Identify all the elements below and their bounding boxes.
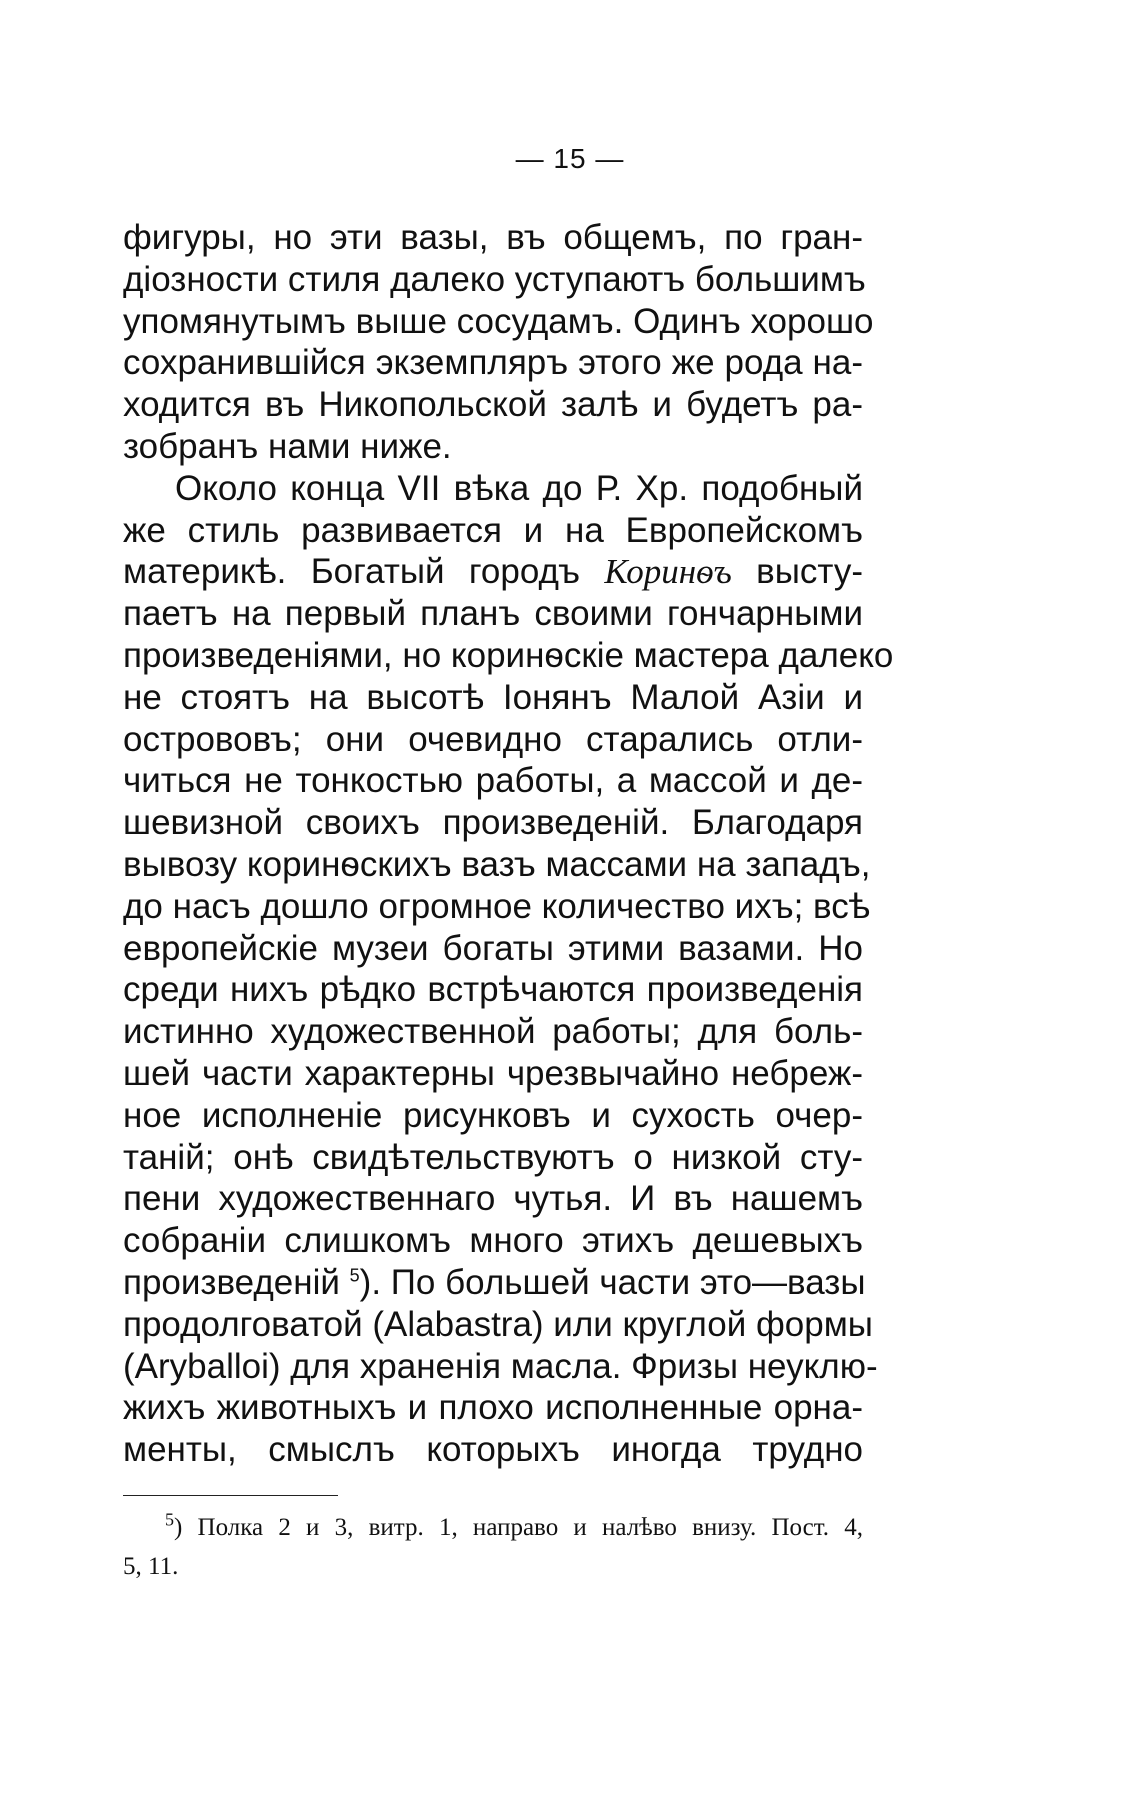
text-line: упомянутымъ выше сосудамъ. Одинъ хорошо: [123, 301, 874, 341]
text-line: истинно художественной работы; для боль-: [123, 1012, 863, 1052]
text-line: ное исполненіе рисунковъ и сухость очер-: [123, 1095, 863, 1135]
footnote-divider: [123, 1495, 338, 1496]
text-segment: ). По большей части это—вазы: [359, 1262, 866, 1302]
text-line: же стиль развивается и на Европейскомъ: [123, 510, 863, 550]
text-segment: произведеній: [123, 1262, 350, 1302]
text-line: діозности стиля далеко уступаютъ большимъ: [123, 259, 866, 299]
text-line: жихъ животныхъ и плохо исполненные орна-: [123, 1388, 863, 1428]
text-segment: материкѣ. Богатый городъ: [123, 552, 605, 592]
footnote-text: ) Полка 2 и 3, витр. 1, направо и налѣво внизу. Пост. 4,: [174, 1514, 863, 1541]
text-line: вывозу коринѳскихъ вазъ массами на западъ,: [123, 844, 871, 884]
text-line: (Aryballoi) для храненія масла. Фризы неуклю-: [123, 1346, 878, 1386]
text-line: ходится въ Никопольской залѣ и будетъ ра-: [123, 385, 863, 425]
text-line: [123, 551, 863, 593]
footnote-marker: 5: [165, 1509, 174, 1530]
page-number: — 15 —: [515, 143, 625, 174]
text-line: пени художественнаго чутья. И въ нашемъ: [123, 1179, 863, 1219]
text-line: европейскіе музеи богаты этими вазами. Но: [123, 928, 863, 968]
text-line: зобранъ нами ниже.: [123, 426, 452, 466]
text-line: [123, 1262, 866, 1304]
text-segment: высту-: [731, 552, 863, 592]
body-text: [123, 217, 894, 1471]
text-line: собраніи слишкомъ много этихъ дешевыхъ: [123, 1221, 863, 1261]
footnote-line: 5, 11.: [123, 1553, 179, 1580]
text-line: сохранившійся экземпляръ этого же рода на-: [123, 343, 863, 383]
text-line: острововъ; они очевидно старались отли-: [123, 719, 863, 759]
text-line: шевизной своихъ произведеній. Благодаря: [123, 803, 863, 843]
text-line: фигуры, но эти вазы, въ общемъ, по гран-: [123, 218, 863, 257]
text-line: среди нихъ рѣдко встрѣчаются произведенія: [123, 970, 863, 1010]
paragraph-start-line: Около конца VII вѣка до Р. Хр. подобный: [175, 468, 863, 508]
text-line: произведеніями, но коринѳскіе мастера далеко: [123, 635, 894, 675]
text-line: таній; онѣ свидѣтельствуютъ о низкой сту-: [123, 1137, 863, 1177]
text-line: до насъ дошло огромное количество ихъ; всѣ: [123, 886, 871, 926]
footnote: [123, 1508, 863, 1586]
italic-city-name: Коринѳъ: [604, 552, 732, 592]
text-line: читься не тонкостью работы, а массой и де-: [123, 761, 863, 801]
footnote-line: [123, 1508, 863, 1547]
text-line: паетъ на первый планъ своими гончарными: [123, 594, 863, 634]
text-line: не стоятъ на высотѣ Іонянъ Малой Азіи и: [123, 677, 863, 717]
text-line: менты, смыслъ которыхъ иногда трудно: [123, 1430, 863, 1470]
text-line: шей части характерны чрезвычайно небреж-: [123, 1053, 863, 1093]
footnote-reference: 5: [349, 1265, 360, 1286]
text-line: продолговатой (Alabastra) или круглой формы: [123, 1304, 873, 1344]
